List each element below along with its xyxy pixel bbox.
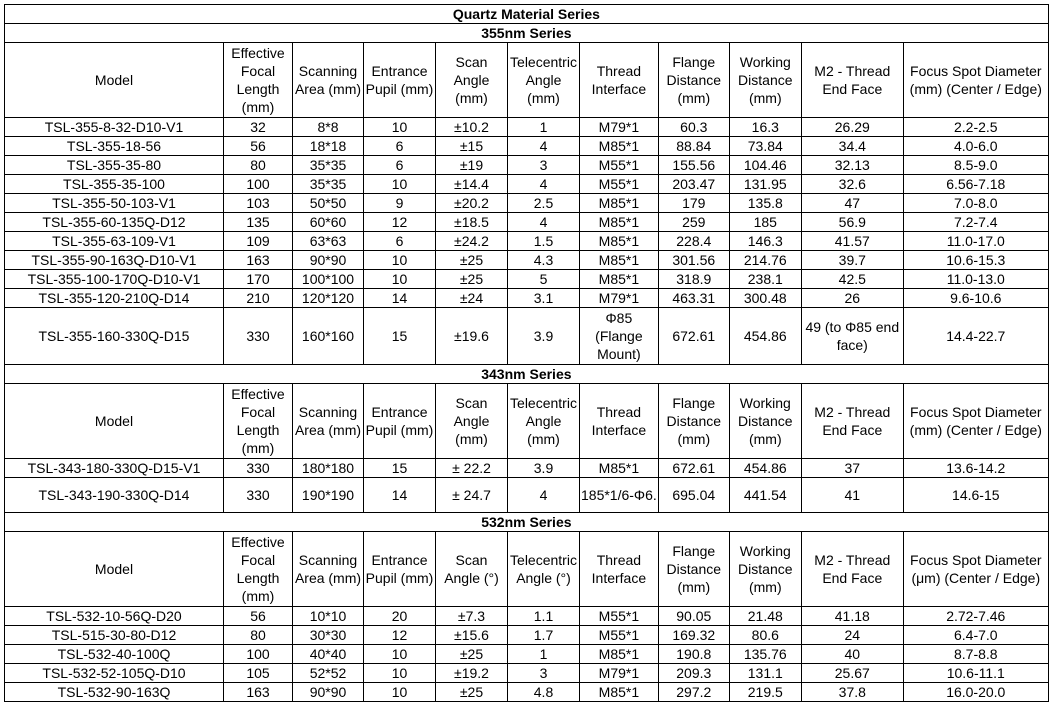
model-cell[interactable]: TSL-355-100-170Q-D10-V1 [5, 270, 224, 289]
table-row [5, 645, 1049, 664]
data-cell[interactable]: 13.6-14.2 [903, 459, 1048, 478]
data-cell[interactable]: 34.4 [801, 137, 903, 156]
data-cell[interactable]: 14 [364, 289, 436, 308]
data-cell[interactable]: 90*90 [293, 683, 364, 702]
data-cell[interactable]: 190*190 [293, 478, 364, 513]
model-cell[interactable]: TSL-343-180-330Q-D15-V1 [5, 459, 224, 478]
quartz-material-table [4, 4, 1049, 702]
series-title-cell[interactable]: 343nm Series [5, 365, 1049, 384]
header-cell-entrance-pupil-mm[interactable]: Entrance Pupil (mm) [364, 384, 436, 459]
data-cell[interactable]: 163 [224, 683, 293, 702]
data-cell[interactable]: 8*8 [293, 118, 364, 137]
data-cell[interactable]: 26.29 [801, 118, 903, 137]
data-cell[interactable]: ±25 [436, 645, 508, 664]
data-cell[interactable]: 41.18 [801, 607, 903, 626]
data-cell[interactable]: Φ85 (Flange Mount) [580, 308, 659, 365]
header-cell-focus-spot-diameter-mm-center-[interactable]: Focus Spot Diameter (mm) (Center / Edge) [903, 43, 1048, 118]
data-cell[interactable]: 160*160 [293, 308, 364, 365]
data-cell[interactable]: ± 22.2 [436, 459, 508, 478]
data-cell[interactable]: 12 [364, 626, 436, 645]
data-cell[interactable]: 73.84 [729, 137, 801, 156]
data-cell[interactable]: 4 [508, 478, 580, 513]
data-cell[interactable]: ±7.3 [436, 607, 508, 626]
header-cell-telecentric-angle-mm[interactable]: Telecentric Angle (mm) [508, 384, 580, 459]
data-cell[interactable]: 454.86 [729, 308, 801, 365]
data-cell[interactable]: 104.46 [729, 156, 801, 175]
data-cell[interactable]: 63*63 [293, 232, 364, 251]
data-cell[interactable]: 8.7-8.8 [903, 645, 1048, 664]
data-cell[interactable]: 4.0-6.0 [903, 137, 1048, 156]
model-cell[interactable]: TSL-343-190-330Q-D14 [5, 478, 224, 513]
data-cell[interactable]: 40*40 [293, 645, 364, 664]
data-cell[interactable]: 210 [224, 289, 293, 308]
table-row [5, 175, 1049, 194]
data-cell[interactable]: 1.1 [508, 607, 580, 626]
data-cell[interactable]: 10 [364, 645, 436, 664]
header-cell-scanning-area-mm[interactable]: Scanning Area (mm) [293, 43, 364, 118]
data-cell[interactable]: 41.57 [801, 232, 903, 251]
data-cell[interactable]: 24 [801, 626, 903, 645]
data-cell[interactable]: 90*90 [293, 251, 364, 270]
data-cell[interactable]: 1 [508, 645, 580, 664]
data-cell[interactable]: 6 [364, 137, 436, 156]
data-cell[interactable]: M79*1 [580, 118, 659, 137]
table-row [5, 289, 1049, 308]
header-cell-model[interactable]: Model [5, 43, 224, 118]
data-cell[interactable]: 454.86 [729, 459, 801, 478]
data-cell[interactable]: 88.84 [658, 137, 729, 156]
header-cell-thread-interface[interactable]: Thread Interface [580, 43, 659, 118]
data-cell[interactable]: 100 [224, 175, 293, 194]
data-cell[interactable]: 56.9 [801, 213, 903, 232]
data-cell[interactable]: 1.5 [508, 232, 580, 251]
data-cell[interactable]: 14.4-22.7 [903, 308, 1048, 365]
table-row [5, 118, 1049, 137]
data-cell[interactable]: 37.8 [801, 683, 903, 702]
data-cell[interactable]: 47 [801, 194, 903, 213]
data-cell[interactable]: M85*1 [580, 232, 659, 251]
data-cell[interactable]: 42.5 [801, 270, 903, 289]
data-cell[interactable]: 105 [224, 664, 293, 683]
data-cell[interactable]: 14.6-15 [903, 478, 1048, 513]
data-cell[interactable]: 49 (to Φ85 end face) [801, 308, 903, 365]
header-cell-focus-spot-diameter-mm-center-[interactable]: Focus Spot Diameter (mm) (Center / Edge) [903, 384, 1048, 459]
data-cell[interactable]: ±18.5 [436, 213, 508, 232]
model-cell[interactable]: TSL-532-52-105Q-D10 [5, 664, 224, 683]
data-cell[interactable]: ±20.2 [436, 194, 508, 213]
data-cell[interactable]: 109 [224, 232, 293, 251]
data-cell[interactable]: 259 [658, 213, 729, 232]
data-cell[interactable]: 330 [224, 478, 293, 513]
data-cell[interactable]: ±15.6 [436, 626, 508, 645]
data-cell[interactable]: 80 [224, 156, 293, 175]
header-cell-scan-angle[interactable]: Scan Angle (°) [436, 532, 508, 607]
model-cell[interactable]: TSL-355-35-80 [5, 156, 224, 175]
data-cell[interactable]: M55*1 [580, 175, 659, 194]
data-cell[interactable]: 100*100 [293, 270, 364, 289]
data-cell[interactable]: M55*1 [580, 626, 659, 645]
table-row [5, 664, 1049, 683]
data-cell[interactable]: M79*1 [580, 664, 659, 683]
data-cell[interactable]: 12 [364, 213, 436, 232]
table-row [5, 156, 1049, 175]
data-cell[interactable]: 14 [364, 478, 436, 513]
data-cell[interactable]: 318.9 [658, 270, 729, 289]
data-cell[interactable]: 32.6 [801, 175, 903, 194]
data-cell[interactable]: M85*1 [580, 213, 659, 232]
model-cell[interactable]: TSL-355-120-210Q-D14 [5, 289, 224, 308]
data-cell[interactable]: 300.48 [729, 289, 801, 308]
data-cell[interactable]: 5 [508, 270, 580, 289]
data-cell[interactable]: 6.56-7.18 [903, 175, 1048, 194]
data-cell[interactable]: 672.61 [658, 308, 729, 365]
data-cell[interactable]: 209.3 [658, 664, 729, 683]
header-cell-working-distance-mm[interactable]: Working Distance (mm) [729, 43, 801, 118]
data-cell[interactable]: ±10.2 [436, 118, 508, 137]
data-cell[interactable]: 30*30 [293, 626, 364, 645]
data-cell[interactable]: 330 [224, 459, 293, 478]
data-cell[interactable]: M85*1 [580, 645, 659, 664]
data-cell[interactable]: 20 [364, 607, 436, 626]
data-cell[interactable]: 6 [364, 232, 436, 251]
data-cell[interactable]: 15 [364, 459, 436, 478]
model-cell[interactable]: TSL-355-35-100 [5, 175, 224, 194]
data-cell[interactable]: 2.2-2.5 [903, 118, 1048, 137]
data-cell[interactable]: 9 [364, 194, 436, 213]
header-cell-effective-focal-length-mm[interactable]: Effective Focal Length (mm) [224, 43, 293, 118]
series-row-355nm-series [5, 24, 1049, 43]
data-cell[interactable]: 52*52 [293, 664, 364, 683]
header-cell-scan-angle-mm[interactable]: Scan Angle (mm) [436, 384, 508, 459]
table-row [5, 137, 1049, 156]
data-cell[interactable]: 3.9 [508, 308, 580, 365]
data-cell[interactable]: 2.5 [508, 194, 580, 213]
data-cell[interactable]: 35*35 [293, 156, 364, 175]
data-cell[interactable]: 7.0-8.0 [903, 194, 1048, 213]
data-cell[interactable]: M55*1 [580, 156, 659, 175]
header-cell-telecentric-angle[interactable]: Telecentric Angle (°) [508, 532, 580, 607]
data-cell[interactable]: 10 [364, 683, 436, 702]
data-cell[interactable]: 4 [508, 137, 580, 156]
data-cell[interactable]: 40 [801, 645, 903, 664]
data-cell[interactable]: M85*1 [580, 137, 659, 156]
model-cell[interactable]: TSL-355-63-109-V1 [5, 232, 224, 251]
data-cell[interactable]: ±25 [436, 270, 508, 289]
data-cell[interactable]: 4 [508, 175, 580, 194]
data-cell[interactable]: 185 [729, 213, 801, 232]
data-cell[interactable]: 60.3 [658, 118, 729, 137]
table-title-cell[interactable]: Quartz Material Series [5, 5, 1049, 24]
data-cell[interactable]: 163 [224, 251, 293, 270]
data-cell[interactable]: 10 [364, 251, 436, 270]
model-cell[interactable]: TSL-532-10-56Q-D20 [5, 607, 224, 626]
series-row-343nm-series [5, 365, 1049, 384]
data-cell[interactable]: M85*1 [580, 683, 659, 702]
model-cell[interactable]: TSL-532-90-163Q [5, 683, 224, 702]
data-cell[interactable]: 463.31 [658, 289, 729, 308]
data-cell[interactable]: 135.76 [729, 645, 801, 664]
data-cell[interactable]: 3 [508, 156, 580, 175]
data-cell[interactable]: 146.3 [729, 232, 801, 251]
table-row [5, 478, 1049, 513]
data-cell[interactable]: 6 [364, 156, 436, 175]
data-cell[interactable]: 135 [224, 213, 293, 232]
data-cell[interactable]: ±24 [436, 289, 508, 308]
table-row [5, 308, 1049, 365]
header-cell-working-distance-mm[interactable]: Working Distance (mm) [729, 532, 801, 607]
data-cell[interactable]: 228.4 [658, 232, 729, 251]
data-cell[interactable]: 11.0-17.0 [903, 232, 1048, 251]
data-cell[interactable]: 155.56 [658, 156, 729, 175]
header-cell-entrance-pupil-mm[interactable]: Entrance Pupil (mm) [364, 532, 436, 607]
header-cell-effective-focal-length-mm[interactable]: Effective Focal Length (mm) [224, 384, 293, 459]
header-row [5, 384, 1049, 459]
data-cell[interactable]: 15 [364, 308, 436, 365]
data-cell[interactable]: 37 [801, 459, 903, 478]
header-cell-m2-thread-end-face[interactable]: M2 - Thread End Face [801, 43, 903, 118]
series-title-cell[interactable]: 355nm Series [5, 24, 1049, 43]
data-cell[interactable]: 35*35 [293, 175, 364, 194]
header-row [5, 43, 1049, 118]
header-cell-m2-thread-end-face[interactable]: M2 - Thread End Face [801, 532, 903, 607]
data-cell[interactable]: 10 [364, 175, 436, 194]
data-cell[interactable]: 185*1/6-Φ6. [580, 478, 659, 513]
model-cell[interactable]: TSL-355-90-163Q-D10-V1 [5, 251, 224, 270]
data-cell[interactable]: 4.8 [508, 683, 580, 702]
data-cell[interactable]: 39.7 [801, 251, 903, 270]
data-cell[interactable]: 41 [801, 478, 903, 513]
data-cell[interactable]: 170 [224, 270, 293, 289]
table-row [5, 459, 1049, 478]
header-cell-focus-spot-diameter-m-center-e[interactable]: Focus Spot Diameter (μm) (Center / Edge) [903, 532, 1048, 607]
data-cell[interactable]: 10 [364, 664, 436, 683]
header-cell-scan-angle-mm[interactable]: Scan Angle (mm) [436, 43, 508, 118]
data-cell[interactable]: ±14.4 [436, 175, 508, 194]
data-cell[interactable]: 11.0-13.0 [903, 270, 1048, 289]
table-row [5, 626, 1049, 645]
table-row [5, 607, 1049, 626]
table-row [5, 213, 1049, 232]
header-cell-scanning-area-mm[interactable]: Scanning Area (mm) [293, 384, 364, 459]
data-cell[interactable]: 18*18 [293, 137, 364, 156]
data-cell[interactable]: 238.1 [729, 270, 801, 289]
data-cell[interactable]: 672.61 [658, 459, 729, 478]
data-cell[interactable]: M85*1 [580, 459, 659, 478]
data-cell[interactable]: 50*50 [293, 194, 364, 213]
data-cell[interactable]: ±19 [436, 156, 508, 175]
data-cell[interactable]: 56 [224, 607, 293, 626]
model-cell[interactable]: TSL-355-50-103-V1 [5, 194, 224, 213]
data-cell[interactable]: 3.9 [508, 459, 580, 478]
header-cell-model[interactable]: Model [5, 384, 224, 459]
data-cell[interactable]: 135.8 [729, 194, 801, 213]
data-cell[interactable]: 214.76 [729, 251, 801, 270]
data-cell[interactable]: M85*1 [580, 251, 659, 270]
data-cell[interactable]: 8.5-9.0 [903, 156, 1048, 175]
data-cell[interactable]: 100 [224, 645, 293, 664]
data-cell[interactable]: 131.1 [729, 664, 801, 683]
table-row [5, 194, 1049, 213]
data-cell[interactable]: 80 [224, 626, 293, 645]
header-cell-entrance-pupil-mm[interactable]: Entrance Pupil (mm) [364, 43, 436, 118]
data-cell[interactable]: ± 24.7 [436, 478, 508, 513]
data-cell[interactable]: 190.8 [658, 645, 729, 664]
data-cell[interactable]: 25.67 [801, 664, 903, 683]
data-cell[interactable]: 219.5 [729, 683, 801, 702]
header-cell-working-distance-mm[interactable]: Working Distance (mm) [729, 384, 801, 459]
model-cell[interactable]: TSL-532-40-100Q [5, 645, 224, 664]
model-cell[interactable]: TSL-355-8-32-D10-V1 [5, 118, 224, 137]
header-cell-flange-distance-mm[interactable]: Flange Distance (mm) [658, 43, 729, 118]
data-cell[interactable]: 297.2 [658, 683, 729, 702]
data-cell[interactable]: 16.3 [729, 118, 801, 137]
data-cell[interactable]: ±25 [436, 251, 508, 270]
header-cell-m2-thread-end-face[interactable]: M2 - Thread End Face [801, 384, 903, 459]
data-cell[interactable]: 1.7 [508, 626, 580, 645]
data-cell[interactable]: 203.47 [658, 175, 729, 194]
data-cell[interactable]: 10*10 [293, 607, 364, 626]
data-cell[interactable]: ±24.2 [436, 232, 508, 251]
data-cell[interactable]: 2.72-7.46 [903, 607, 1048, 626]
data-cell[interactable]: 10.6-15.3 [903, 251, 1048, 270]
header-cell-model[interactable]: Model [5, 532, 224, 607]
data-cell[interactable]: ±19.6 [436, 308, 508, 365]
model-cell[interactable]: TSL-355-60-135Q-D12 [5, 213, 224, 232]
data-cell[interactable]: 1 [508, 118, 580, 137]
data-cell[interactable]: 4.3 [508, 251, 580, 270]
data-cell[interactable]: 3 [508, 664, 580, 683]
data-cell[interactable]: 131.95 [729, 175, 801, 194]
data-cell[interactable]: 80.6 [729, 626, 801, 645]
data-cell[interactable]: 180*180 [293, 459, 364, 478]
header-cell-effective-focal-length-mm[interactable]: Effective Focal Length (mm) [224, 532, 293, 607]
data-cell[interactable]: 441.54 [729, 478, 801, 513]
data-cell[interactable]: 10.6-11.1 [903, 664, 1048, 683]
data-cell[interactable]: 16.0-20.0 [903, 683, 1048, 702]
data-cell[interactable]: ±15 [436, 137, 508, 156]
title-row [5, 5, 1049, 24]
data-cell[interactable]: 9.6-10.6 [903, 289, 1048, 308]
table-row [5, 270, 1049, 289]
data-cell[interactable]: 4 [508, 213, 580, 232]
data-cell[interactable]: 120*120 [293, 289, 364, 308]
data-cell[interactable]: 7.2-7.4 [903, 213, 1048, 232]
data-cell[interactable]: 695.04 [658, 478, 729, 513]
header-cell-thread-interface[interactable]: Thread Interface [580, 384, 659, 459]
data-cell[interactable]: ±25 [436, 683, 508, 702]
data-cell[interactable]: 6.4-7.0 [903, 626, 1048, 645]
model-cell[interactable]: TSL-515-30-80-D12 [5, 626, 224, 645]
spreadsheet [4, 4, 1049, 702]
data-cell[interactable]: M79*1 [580, 289, 659, 308]
data-cell[interactable]: 56 [224, 137, 293, 156]
model-cell[interactable]: TSL-355-160-330Q-D15 [5, 308, 224, 365]
header-cell-scanning-area-mm[interactable]: Scanning Area (mm) [293, 532, 364, 607]
data-cell[interactable]: M85*1 [580, 270, 659, 289]
data-cell[interactable]: 10 [364, 118, 436, 137]
data-cell[interactable]: M85*1 [580, 194, 659, 213]
data-cell[interactable]: 32.13 [801, 156, 903, 175]
table-row [5, 683, 1049, 702]
table-row [5, 251, 1049, 270]
data-cell[interactable]: 330 [224, 308, 293, 365]
header-cell-flange-distance-mm[interactable]: Flange Distance (mm) [658, 532, 729, 607]
header-cell-telecentric-angle-mm[interactable]: Telecentric Angle (mm) [508, 43, 580, 118]
data-cell[interactable]: 301.56 [658, 251, 729, 270]
data-cell[interactable]: 90.05 [658, 607, 729, 626]
data-cell[interactable]: 10 [364, 270, 436, 289]
model-cell[interactable]: TSL-355-18-56 [5, 137, 224, 156]
data-cell[interactable]: 3.1 [508, 289, 580, 308]
header-cell-thread-interface[interactable]: Thread Interface [580, 532, 659, 607]
data-cell[interactable]: 21.48 [729, 607, 801, 626]
data-cell[interactable]: ±19.2 [436, 664, 508, 683]
series-title-cell[interactable]: 532nm Series [5, 513, 1049, 532]
data-cell[interactable]: M55*1 [580, 607, 659, 626]
data-cell[interactable]: 103 [224, 194, 293, 213]
header-row [5, 532, 1049, 607]
data-cell[interactable]: 60*60 [293, 213, 364, 232]
data-cell[interactable]: 179 [658, 194, 729, 213]
data-cell[interactable]: 26 [801, 289, 903, 308]
series-row-532nm-series [5, 513, 1049, 532]
data-cell[interactable]: 32 [224, 118, 293, 137]
table-row [5, 232, 1049, 251]
data-cell[interactable]: 169.32 [658, 626, 729, 645]
header-cell-flange-distance-mm[interactable]: Flange Distance (mm) [658, 384, 729, 459]
